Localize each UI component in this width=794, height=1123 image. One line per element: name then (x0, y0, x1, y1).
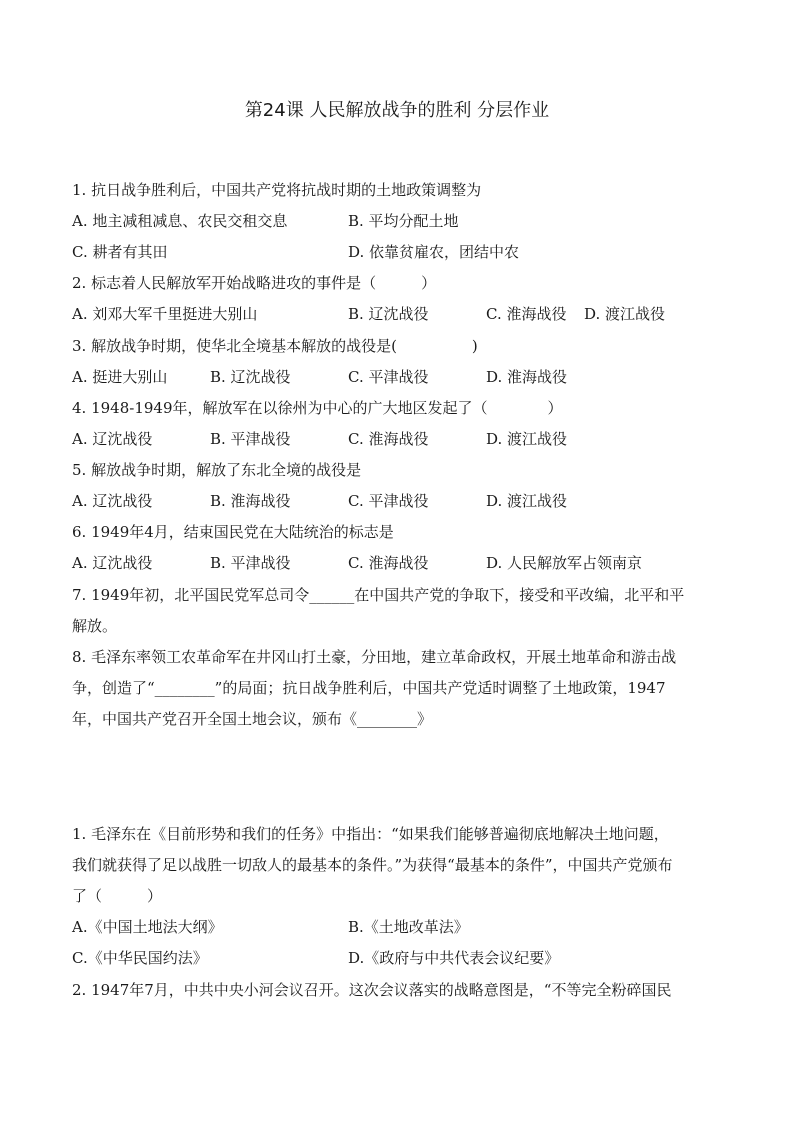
question-5-stem: 5. 解放战争时期，解放了东北全境的战役是 (72, 461, 362, 479)
option-b: B. 平津战役 (210, 430, 291, 448)
option-d: D. 渡江战役 (486, 492, 568, 510)
question-8-line-2: 争，创造了“________”的局面；抗日战争胜利后，中国共产党适时调整了土地政策，1947 (72, 679, 666, 697)
option-d: D. 人民解放军占领南京 (486, 554, 643, 572)
option-a: A. 挺进大别山 (72, 368, 168, 386)
question-2-2-line-1: 2. 1947年7月，中共中央小河会议召开。这次会议落实的战略意图是，“不等完全粉碎国民 (72, 981, 672, 999)
option-b: B. 辽沈战役 (210, 368, 291, 386)
question-4-stem: 4. 1948-1949年，解放军在以徐州为中心的广大地区发起了（ ） (72, 399, 563, 417)
option-a: A. 辽沈战役 (72, 430, 153, 448)
option-a: A. 辽沈战役 (72, 554, 153, 572)
option-a: A. 刘邓大军千里挺进大别山 (72, 305, 258, 323)
option-c: C. 平津战役 (348, 492, 429, 510)
option-d: D. 淮海战役 (486, 368, 568, 386)
option-c: C. 平津战役 (348, 368, 429, 386)
option-a: A. 辽沈战役 (72, 492, 153, 510)
question-8-line-1: 8. 毛泽东率领工农革命军在井冈山打土豪，分田地，建立革命政权，开展土地革命和游击战 (72, 648, 677, 666)
option-b: B. 淮海战役 (210, 492, 291, 510)
question-2-1-line-1: 1. 毛泽东在《目前形势和我们的任务》中指出：“如果我们能够普遍彻底地解决土地问题， (72, 825, 669, 843)
option-b: B. 辽沈战役 (348, 305, 429, 323)
option-b: B.《土地改革法》 (348, 918, 469, 936)
option-c: C.《中华民国约法》 (72, 949, 208, 967)
question-3-stem: 3. 解放战争时期，使华北全境基本解放的战役是( ) (72, 337, 478, 355)
question-2-1-line-3: 了（ ） (72, 887, 163, 905)
question-7-line-1: 7. 1949年初，北平国民党军总司令______在中国共产党的争取下，接受和平改编，北平和平 (72, 586, 685, 604)
option-c: C. 淮海战役 (348, 430, 429, 448)
option-d: D. 依靠贫雇农，团结中农 (348, 243, 520, 261)
option-b: B. 平均分配土地 (348, 212, 459, 230)
option-b: B. 平津战役 (210, 554, 291, 572)
option-a: A.《中国土地法大纲》 (72, 918, 223, 936)
question-6-stem: 6. 1949年4月，结束国民党在大陆统治的标志是 (72, 523, 394, 541)
option-d: D.《政府与中共代表会议纪要》 (348, 949, 560, 967)
question-2-1-line-2: 我们就获得了足以战胜一切敌人的最基本的条件。”为获得“最基本的条件”，中国共产党颁布 (72, 856, 673, 874)
question-8-line-3: 年，中国共产党召开全国土地会议，颁布《________》 (72, 710, 433, 728)
option-c: C. 耕者有其田 (72, 243, 168, 261)
option-c: C. 淮海战役 (486, 305, 567, 323)
page-title: 第24课 人民解放战争的胜利 分层作业 (244, 100, 550, 121)
option-c: C. 淮海战役 (348, 554, 429, 572)
option-d: D. 渡江战役 (486, 430, 568, 448)
question-1-stem: 1. 抗日战争胜利后，中国共产党将抗战时期的土地政策调整为 (72, 181, 482, 199)
question-7-line-2: 解放。 (72, 617, 118, 635)
option-d: D. 渡江战役 (584, 305, 666, 323)
question-2-stem: 2. 标志着人民解放军开始战略进攻的事件是（ ） (72, 274, 437, 292)
option-a: A. 地主减租减息、农民交租交息 (72, 212, 288, 230)
